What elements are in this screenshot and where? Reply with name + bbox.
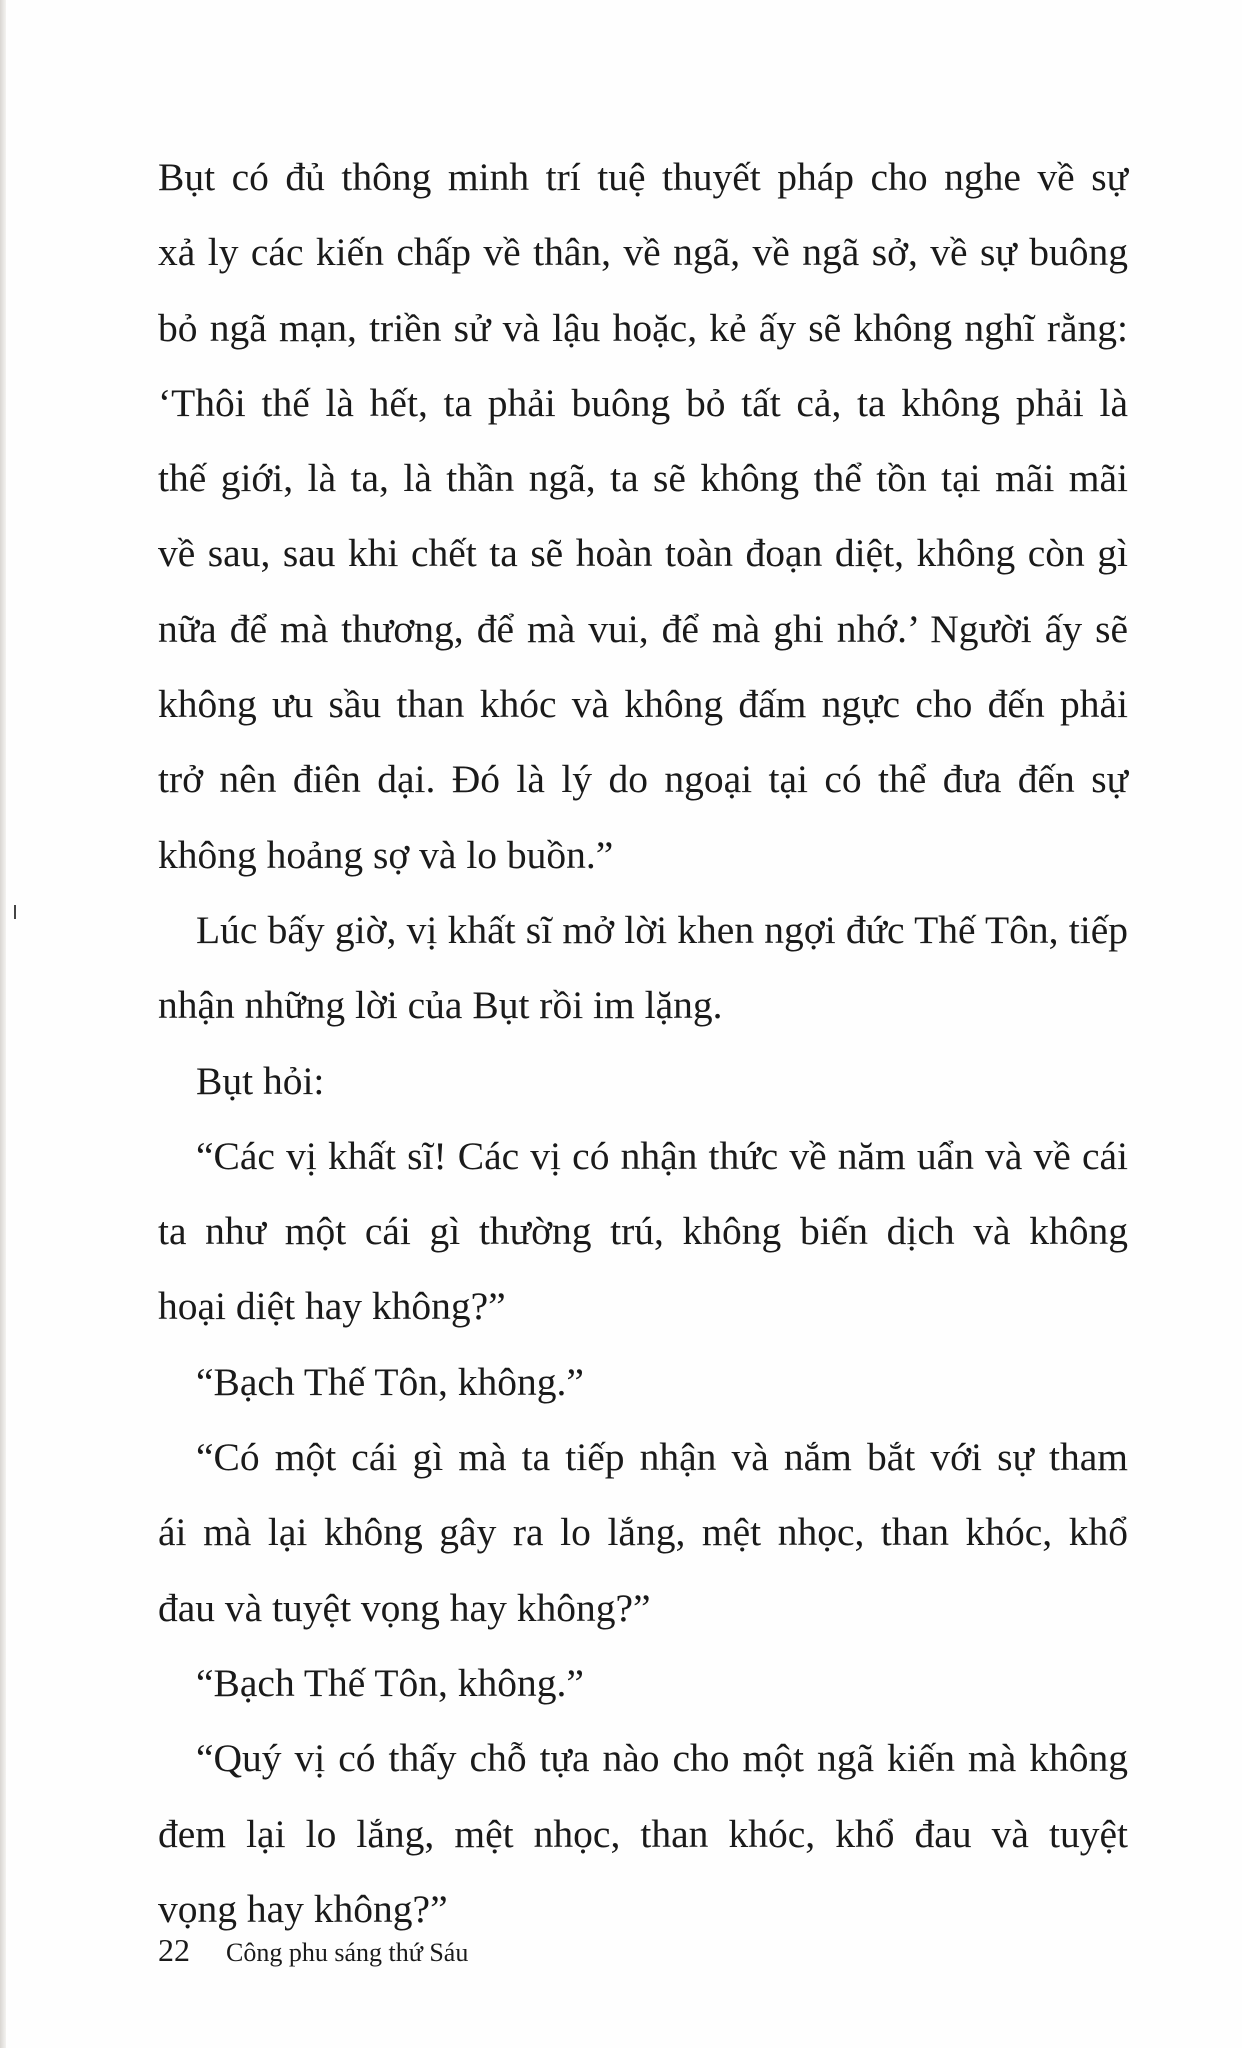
text-line: “Quý vị có thấy chỗ tựa nào cho một ngã kiến mà không <box>196 1736 1128 1781</box>
text-line: “Bạch Thế Tôn, không.” <box>196 1359 584 1404</box>
text-line: Lúc bấy giờ, vị khất sĩ mở lời khen ngợi đức Thế Tôn, tiếp <box>196 907 1128 952</box>
text-line: “Các vị khất sĩ! Các vị có nhận thức về năm uẩn và về cái <box>196 1133 1128 1178</box>
text-line: vọng hay không?” <box>158 1886 448 1931</box>
page-gutter-shadow <box>0 0 6 2048</box>
text-line: ái mà lại không gây ra lo lắng, mệt nhọc, than khóc, khổ <box>158 1510 1128 1555</box>
page-footer <box>158 1932 468 1982</box>
text-line: hoại diệt hay không?” <box>158 1284 506 1329</box>
text-line: về sau, sau khi chết ta sẽ hoàn toàn đoạn diệt, không còn gì <box>158 531 1128 576</box>
running-title: Công phu sáng thứ Sáu <box>226 1938 469 1967</box>
text-line: đau và tuyệt vọng hay không?” <box>158 1585 651 1630</box>
body-text <box>158 140 1128 1947</box>
text-line: Bụt hỏi: <box>196 1058 325 1103</box>
text-line: thế giới, là ta, là thần ngã, ta sẽ không thể tồn tại mãi mãi <box>158 456 1128 501</box>
text-line: xả ly các kiến chấp về thân, về ngã, về ngã sở, về sự buông <box>158 230 1128 275</box>
text-line: nhận những lời của Bụt rồi im lặng. <box>158 983 723 1028</box>
text-line: bỏ ngã mạn, triền sử và lậu hoặc, kẻ ấy sẽ không nghĩ rằng: <box>158 305 1128 350</box>
text-line: không hoảng sợ và lo buồn.” <box>158 832 614 877</box>
text-line: không ưu sầu than khóc và không đấm ngực cho đến phải <box>158 682 1128 727</box>
text-line: “Có một cái gì mà ta tiếp nhận và nắm bắt với sự tham <box>196 1435 1128 1480</box>
text-line: ta như một cái gì thường trú, không biến dịch và không <box>158 1209 1128 1254</box>
margin-mark <box>14 905 16 919</box>
text-line: nữa để mà thương, để mà vui, để mà ghi nhớ.’ Người ấy sẽ <box>158 606 1128 651</box>
text-line: đem lại lo lắng, mệt nhọc, than khóc, khổ đau và tuyệt <box>158 1811 1128 1856</box>
text-line: ‘Thôi thế là hết, ta phải buông bỏ tất cả, ta không phải là <box>158 380 1128 425</box>
page-number: 22 <box>158 1932 190 1968</box>
text-line: Bụt có đủ thông minh trí tuệ thuyết pháp cho nghe về sự <box>158 155 1128 199</box>
text-line: trở nên điên dại. Đó là lý do ngoại tại có thể đưa đến sự <box>158 757 1128 802</box>
text-line: “Bạch Thế Tôn, không.” <box>196 1660 584 1705</box>
